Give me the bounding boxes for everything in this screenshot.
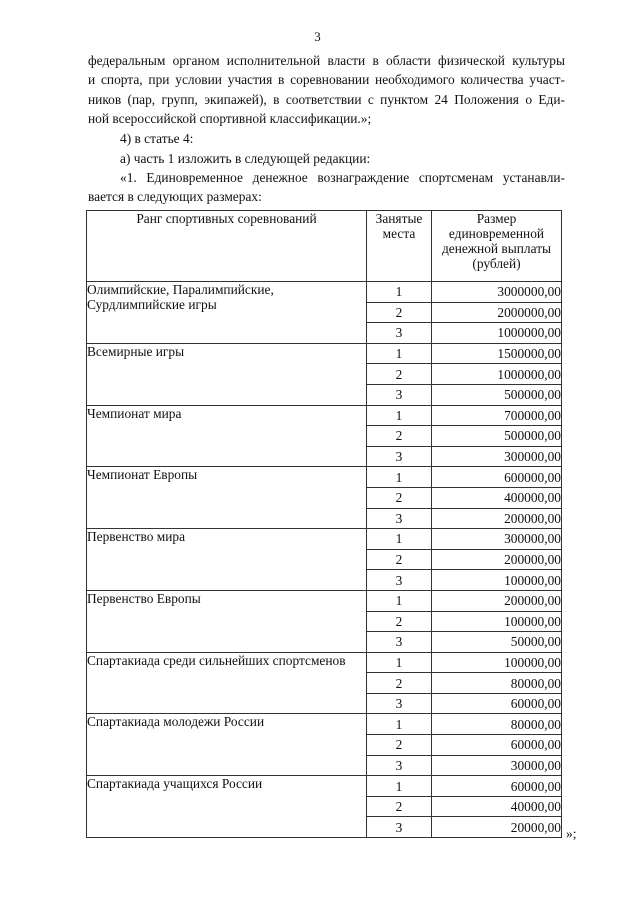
competition-rank-cell: Чемпионат Европы — [87, 467, 367, 529]
item-a — [88, 149, 565, 168]
amount-cell: 300000,00 — [432, 446, 562, 467]
place-cell: 1 — [367, 529, 432, 550]
table-header-row — [87, 211, 562, 282]
amount-cell: 300000,00 — [432, 529, 562, 550]
amount-cell: 3000000,00 — [432, 282, 562, 303]
amount-cell: 600000,00 — [432, 467, 562, 488]
place-cell: 2 — [367, 426, 432, 447]
place-cell: 1 — [367, 776, 432, 797]
amount-cell: 700000,00 — [432, 405, 562, 426]
table-row — [87, 776, 562, 797]
place-cell: 1 — [367, 652, 432, 673]
place-cell: 1 — [367, 343, 432, 364]
competition-rank-cell: Олимпийские, Паралимпийские, Сурдлимпийские игры — [87, 282, 367, 344]
place-cell: 2 — [367, 735, 432, 756]
amount-cell: 60000,00 — [432, 693, 562, 714]
competition-rank-cell: Всемирные игры — [87, 343, 367, 405]
competition-rank-cell: Первенство мира — [87, 529, 367, 591]
text-line: ников (пар, групп, экипажей), в соответствии с пунктом 24 Положения о Еди- — [88, 91, 565, 107]
place-cell: 3 — [367, 384, 432, 405]
amount-cell: 1000000,00 — [432, 323, 562, 344]
place-cell: 3 — [367, 508, 432, 529]
amount-cell: 30000,00 — [432, 755, 562, 776]
competition-rank-cell: Спартакиада учащихся России — [87, 776, 367, 838]
table-row — [87, 405, 562, 426]
text-line: ной всероссийской спортивной классификации.»; — [88, 111, 372, 127]
table-row — [87, 282, 562, 303]
text-line: федеральным органом исполнительной власти в области физической культуры — [88, 53, 565, 68]
header-rank: Ранг спортивных соревнований — [87, 211, 367, 282]
item-4-text: 4) в статье 4: — [120, 131, 194, 146]
place-cell: 2 — [367, 364, 432, 385]
place-cell: 3 — [367, 570, 432, 591]
place-cell: 3 — [367, 446, 432, 467]
place-cell: 2 — [367, 796, 432, 817]
amount-cell: 200000,00 — [432, 508, 562, 529]
table-row — [87, 652, 562, 673]
amount-cell: 100000,00 — [432, 611, 562, 632]
page-number: 3 — [314, 29, 321, 44]
item-4 — [88, 129, 565, 148]
place-cell: 2 — [367, 673, 432, 694]
place-cell: 2 — [367, 549, 432, 570]
amount-cell: 200000,00 — [432, 549, 562, 570]
amount-cell: 60000,00 — [432, 735, 562, 756]
competition-rank-cell: Первенство Европы — [87, 590, 367, 652]
competition-rank-cell: Спартакиада среди сильнейших спортсменов — [87, 652, 367, 714]
amount-cell: 400000,00 — [432, 487, 562, 508]
amount-cell: 1000000,00 — [432, 364, 562, 385]
amount-cell: 100000,00 — [432, 652, 562, 673]
amount-cell: 500000,00 — [432, 384, 562, 405]
amount-cell: 500000,00 — [432, 426, 562, 447]
place-cell: 2 — [367, 302, 432, 323]
table-row — [87, 467, 562, 488]
table-row — [87, 343, 562, 364]
closing-quote: »; — [566, 826, 577, 841]
text-line: вается в следующих размерах: — [88, 189, 262, 205]
place-cell: 1 — [367, 714, 432, 735]
place-cell: 3 — [367, 817, 432, 838]
table-row — [87, 590, 562, 611]
amount-cell: 200000,00 — [432, 590, 562, 611]
place-cell: 1 — [367, 405, 432, 426]
place-cell: 3 — [367, 323, 432, 344]
amount-cell: 50000,00 — [432, 632, 562, 653]
table-row — [87, 714, 562, 735]
place-cell: 3 — [367, 693, 432, 714]
amount-cell: 60000,00 — [432, 776, 562, 797]
paragraph-reward-intro — [88, 168, 565, 207]
reward-table — [86, 210, 562, 838]
place-cell: 2 — [367, 611, 432, 632]
competition-rank-cell: Спартакиада молодежи России — [87, 714, 367, 776]
table-row — [87, 529, 562, 550]
amount-cell: 2000000,00 — [432, 302, 562, 323]
place-cell: 2 — [367, 487, 432, 508]
amount-cell: 80000,00 — [432, 714, 562, 735]
header-place: Занятые места — [367, 211, 432, 282]
place-cell: 3 — [367, 755, 432, 776]
amount-cell: 80000,00 — [432, 673, 562, 694]
place-cell: 3 — [367, 632, 432, 653]
amount-cell: 100000,00 — [432, 570, 562, 591]
amount-cell: 40000,00 — [432, 796, 562, 817]
text-line: и спорта, при условии участия в соревновании необходимого количества участ- — [88, 72, 565, 88]
item-a-text: а) часть 1 изложить в следующей редакции: — [120, 150, 371, 166]
table-body — [87, 282, 562, 838]
amount-cell: 1500000,00 — [432, 343, 562, 364]
text-line: «1. Единовременное денежное вознаграждение спортсменам устанавли- — [120, 170, 565, 185]
place-cell: 1 — [367, 467, 432, 488]
place-cell: 1 — [367, 590, 432, 611]
paragraph-classification — [88, 51, 565, 129]
place-cell: 1 — [367, 282, 432, 303]
amount-cell: 20000,00 — [432, 817, 562, 838]
header-amount: Размер единовременной денежной выплаты (рублей) — [432, 211, 562, 282]
competition-rank-cell: Чемпионат мира — [87, 405, 367, 467]
